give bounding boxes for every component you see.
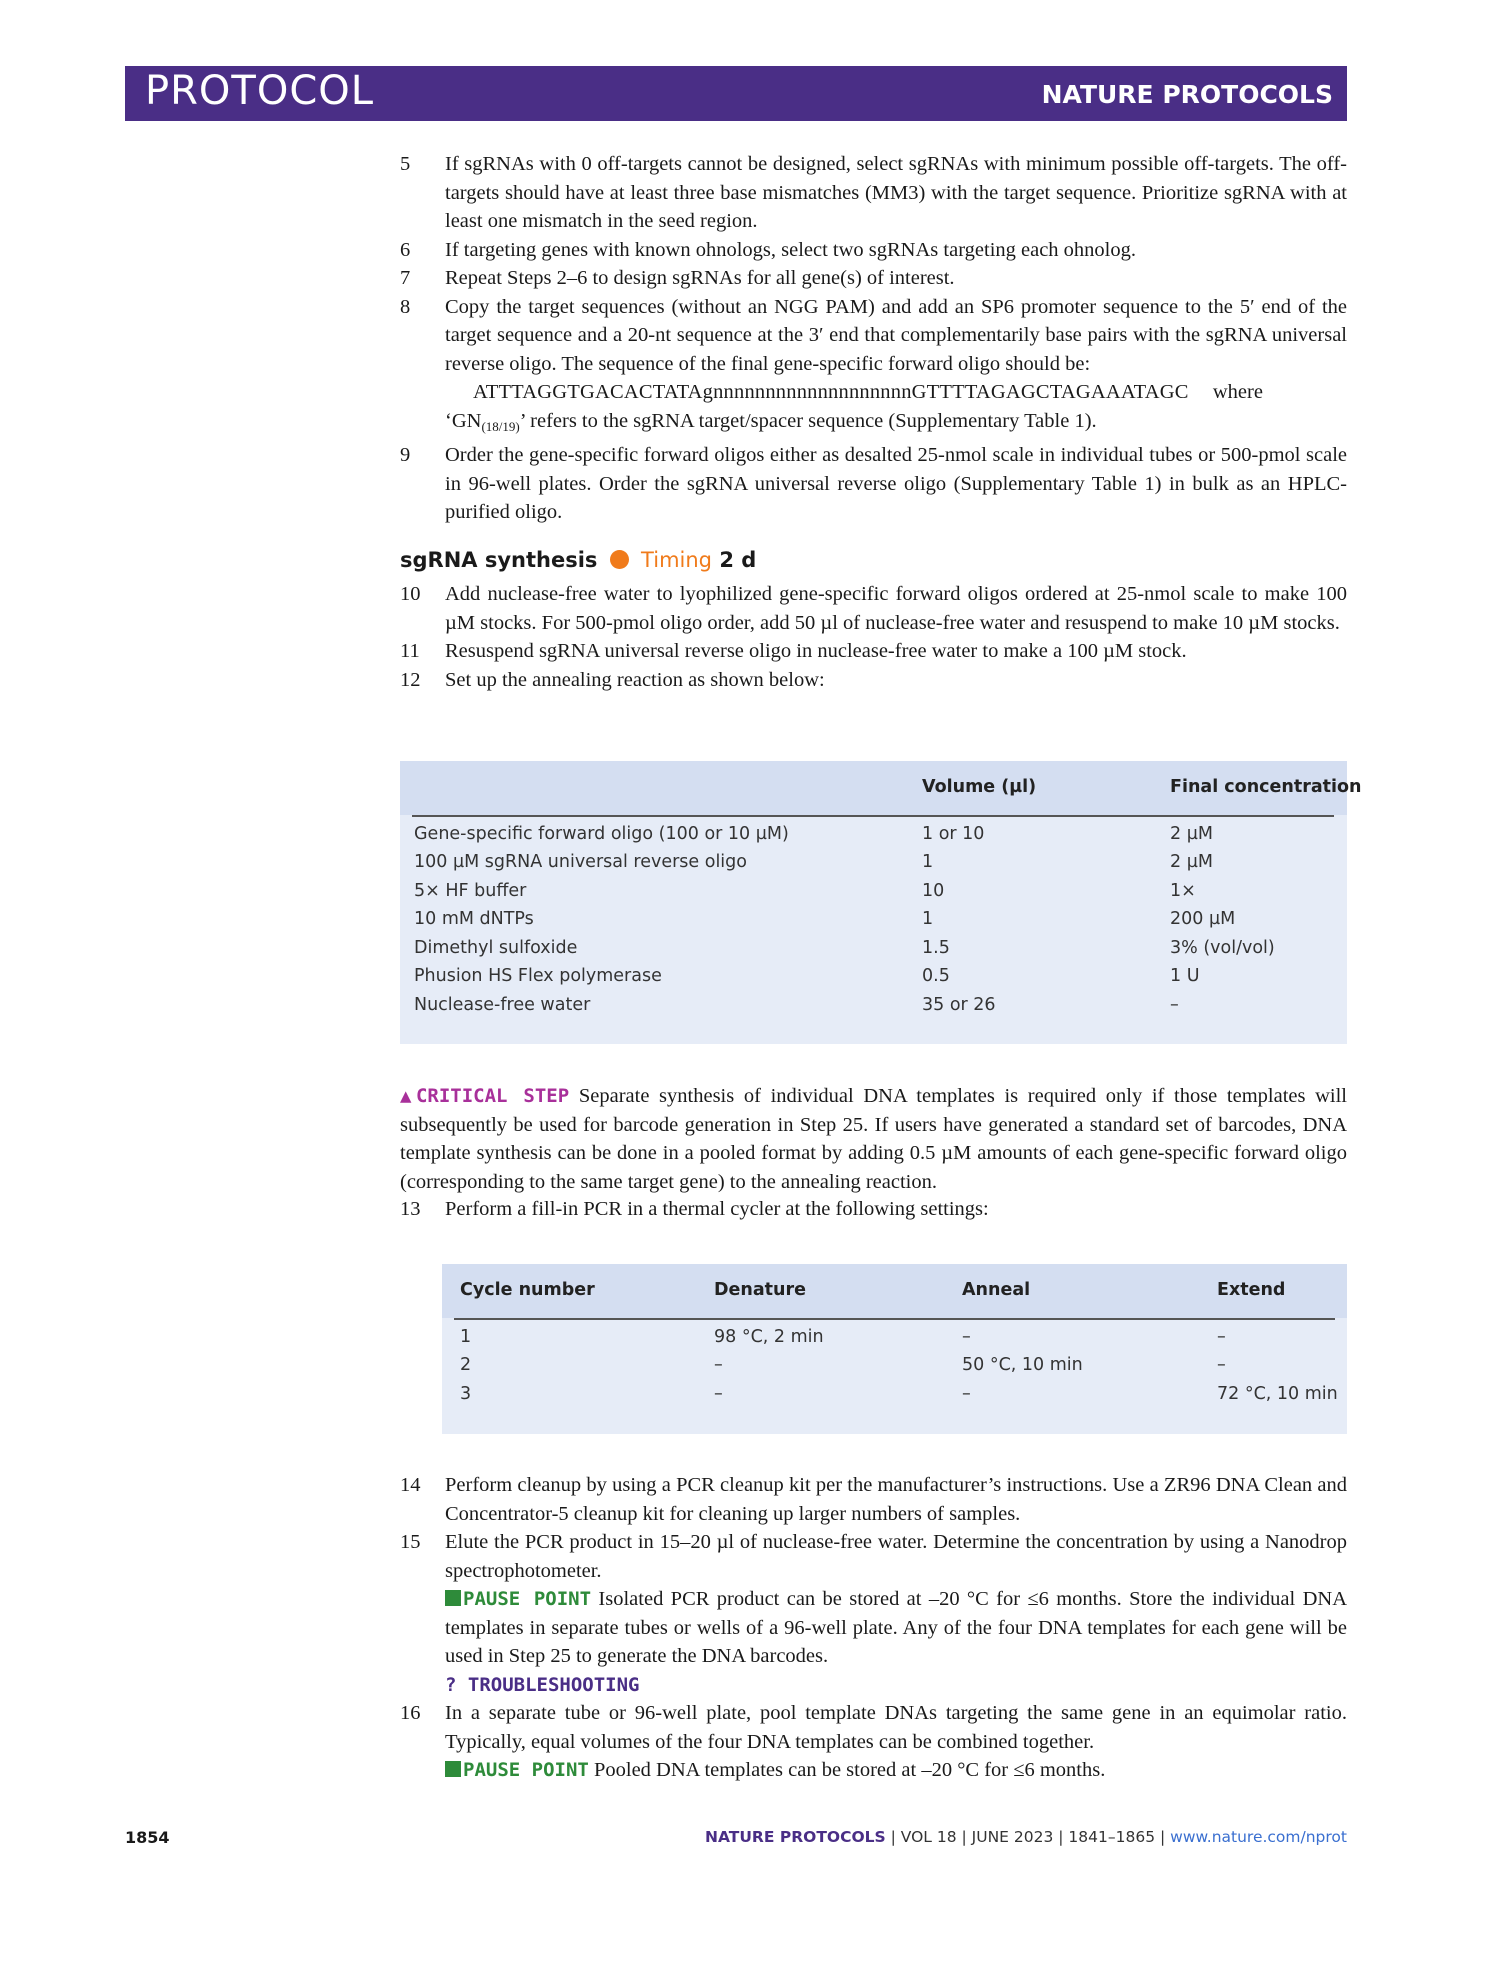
- table-cell: 1 U: [1170, 966, 1200, 986]
- step-text: Set up the annealing reaction as shown below:: [445, 668, 825, 691]
- table-cell: 10 mM dNTPs: [414, 909, 534, 929]
- table-cell: –: [1217, 1355, 1226, 1375]
- section-title-text: sgRNA synthesis: [400, 548, 598, 572]
- step-10: [400, 580, 1347, 637]
- table-cell: 1×: [1170, 881, 1196, 901]
- footer-pages: 1841–1865: [1068, 1828, 1156, 1846]
- step-number: 16: [400, 1702, 421, 1724]
- table-cell: 98 °C, 2 min: [714, 1327, 824, 1347]
- step-number: 12: [400, 668, 421, 691]
- column-header: Extend: [1217, 1280, 1286, 1300]
- table-cell: 3: [460, 1384, 472, 1404]
- step-number: 9: [400, 444, 411, 466]
- step-14: [400, 1471, 1347, 1528]
- table-cell: 35 or 26: [922, 995, 996, 1015]
- step-text: If sgRNAs with 0 off-targets cannot be designed, select sgRNAs with minimum possible off-targets. The off-targets should have at least three base mismatches (MM3) with the target sequence. Prioritize sgRNA with at least one mismatch in the seed region.: [445, 153, 1347, 232]
- table-row: [400, 881, 1347, 909]
- steps-mid: [400, 580, 1347, 694]
- pcr-cycle-table: [442, 1264, 1347, 1434]
- pause-point: [445, 1585, 1347, 1671]
- step-number: 8: [400, 295, 411, 318]
- step-9: [400, 441, 1347, 527]
- oligo-sequence: ATTTAGGTGACACTATAgnnnnnnnnnnnnnnnnnnnGTTTTAGAGCTAGAAATAGC: [473, 381, 1189, 403]
- table-row: [400, 995, 1347, 1023]
- step-6: [400, 236, 1347, 265]
- table-row: [442, 1355, 1347, 1383]
- separator: |: [885, 1828, 901, 1846]
- step-number: 11: [400, 640, 420, 662]
- table-cell: 3% (vol/vol): [1170, 938, 1275, 958]
- header-banner: [125, 66, 1347, 121]
- gn-prefix: ‘GN: [445, 409, 482, 432]
- table-cell: Gene-specific forward oligo (100 or 10 µM): [414, 824, 789, 844]
- oligo-sequence-line: [445, 378, 1347, 407]
- column-header: Cycle number: [460, 1280, 595, 1300]
- timing-dot-icon: [610, 550, 629, 569]
- critical-step-text: Separate synthesis of individual DNA templates is required only if those templates will subsequently be used for barcode generation in Step 25. If users have generated a standard set of barcodes, DNA template synthesis can be done in a pooled format by adding 0.5 µM amounts of each gene-specific forward oligo (corresponding to the same target gene) to the annealing reaction.: [400, 1085, 1348, 1193]
- step-13: [400, 1195, 1347, 1224]
- pause-point-label: PAUSE POINT: [463, 1759, 589, 1781]
- step-number: 13: [400, 1198, 421, 1220]
- table-cell: 1: [460, 1327, 472, 1347]
- table-cell: Nuclease-free water: [414, 995, 591, 1015]
- table-row: [442, 1384, 1347, 1412]
- table-cell: 2: [460, 1355, 472, 1375]
- table-cell: 1: [922, 852, 934, 872]
- step-7: [400, 264, 1347, 293]
- separator: |: [1053, 1828, 1069, 1846]
- table-cell: Phusion HS Flex polymerase: [414, 966, 662, 986]
- footer-citation: [705, 1828, 1347, 1846]
- critical-step-label: ▲CRITICAL STEP: [400, 1085, 570, 1107]
- step-5: [400, 150, 1347, 236]
- step-text: Perform cleanup by using a PCR cleanup kit per the manufacturer’s instructions. Use a ZR96 DNA Clean and Concentrator-5 cleanup kit for cleaning up larger numbers of samples.: [445, 1474, 1347, 1525]
- gn-subscript: (18/19): [481, 418, 520, 434]
- pause-point-text: Pooled DNA templates can be stored at –20 °C for ≤6 months.: [593, 1759, 1106, 1781]
- table-cell: –: [714, 1384, 723, 1404]
- table-rule: [454, 1318, 1335, 1320]
- pause-square-icon: [445, 1590, 461, 1606]
- table-header: [400, 761, 1362, 815]
- steps-top: [400, 150, 1347, 527]
- table-row: [400, 966, 1347, 994]
- timing-value: 2 d: [719, 548, 757, 572]
- annealing-table: [400, 761, 1362, 1044]
- step-text: Repeat Steps 2–6 to design sgRNAs for all gene(s) of interest.: [445, 267, 955, 289]
- table-row: [400, 909, 1347, 937]
- where-word: where: [1212, 381, 1263, 403]
- table-cell: –: [962, 1384, 971, 1404]
- page-number: 1854: [125, 1828, 170, 1847]
- step-number: 6: [400, 238, 411, 261]
- step-text: Copy the target sequences (without an NGG PAM) and add an SP6 promoter sequence to the 5′ end of the target sequence and a 20-nt sequence at the 3′ end that complementarily base pairs with the sgRNA universal reverse oligo. The sequence of the final gene-specific forward oligo should be:: [445, 295, 1347, 375]
- table-cell: –: [962, 1327, 971, 1347]
- step-text: Order the gene-specific forward oligos either as desalted 25-nmol scale in individual tubes or 500-pmol scale in 96-well plates. Order the sgRNA universal reverse oligo (Supplementary Table 1) in bulk as an HPLC-purified oligo.: [445, 444, 1347, 523]
- step-11: [400, 637, 1347, 666]
- table-cell: –: [1217, 1327, 1226, 1347]
- gn-suffix: ’ refers to the sgRNA target/spacer sequence (Supplementary Table 1).: [519, 409, 1097, 432]
- table-cell: 2 µM: [1170, 824, 1213, 844]
- column-header: Volume (µl): [922, 777, 1037, 797]
- step-text: Perform a fill-in PCR in a thermal cycler at the following settings:: [445, 1198, 989, 1220]
- timing-label: Timing: [641, 548, 712, 572]
- step-text: In a separate tube or 96-well plate, pool template DNAs targeting the same gene in an equimolar ratio. Typically, equal volumes of the four DNA templates can be combined together.: [445, 1702, 1347, 1753]
- pause-point-label: PAUSE POINT: [463, 1588, 592, 1610]
- table-cell: –: [714, 1355, 723, 1375]
- table-cell: 10: [922, 881, 945, 901]
- steps-bottom: [400, 1471, 1347, 1785]
- pause-point-text: Isolated PCR product can be stored at –20 °C for ≤6 months. Store the individual DNA templates in separate tubes or wells of a 96-well plate. Any of the four DNA templates for each gene will be used in Step 25 to generate the DNA barcodes.: [445, 1588, 1347, 1667]
- table-cell: 1 or 10: [922, 824, 985, 844]
- separator: |: [1155, 1828, 1171, 1846]
- table-row: [400, 852, 1347, 880]
- table-rule: [412, 815, 1334, 817]
- column-header: Denature: [714, 1280, 806, 1300]
- section-label: PROTOCOL: [145, 68, 375, 114]
- footer-date: JUNE 2023: [971, 1828, 1054, 1846]
- footer-url-link[interactable]: www.nature.com/nprot: [1170, 1828, 1347, 1846]
- separator: |: [956, 1828, 972, 1846]
- table-row: [400, 938, 1347, 966]
- table-cell: –: [1170, 995, 1179, 1015]
- table-cell: 2 µM: [1170, 852, 1213, 872]
- column-header: Final concentration: [1170, 777, 1362, 797]
- pause-square-icon: [445, 1761, 461, 1777]
- table-cell: 1.5: [922, 938, 950, 958]
- step-8: [400, 293, 1347, 442]
- critical-step: [400, 1082, 1347, 1196]
- troubleshooting-link[interactable]: ? TROUBLESHOOTING: [445, 1673, 640, 1696]
- table-cell: 72 °C, 10 min: [1217, 1384, 1338, 1404]
- step-number: 10: [400, 583, 421, 605]
- step-text: Elute the PCR product in 15–20 µl of nuclease-free water. Determine the concentration by using a Nanodrop spectrophotometer.: [445, 1531, 1347, 1582]
- step-text: Resuspend sgRNA universal reverse oligo in nuclease-free water to make a 100 µM stock.: [445, 640, 1187, 662]
- step-text: If targeting genes with known ohnologs, select two sgRNAs targeting each ohnolog.: [445, 238, 1137, 261]
- table-cell: Dimethyl sulfoxide: [414, 938, 578, 958]
- table-cell: 200 µM: [1170, 909, 1236, 929]
- column-header: Anneal: [962, 1280, 1031, 1300]
- step-16: [400, 1699, 1347, 1785]
- table-row: [442, 1327, 1347, 1355]
- step-number: 7: [400, 267, 411, 289]
- table-cell: 5× HF buffer: [414, 881, 527, 901]
- step-13-block: [400, 1195, 1347, 1224]
- pause-point: [445, 1756, 1347, 1785]
- table-cell: 0.5: [922, 966, 950, 986]
- table-header: [442, 1264, 1347, 1318]
- step-15: [400, 1528, 1347, 1699]
- table-cell: 50 °C, 10 min: [962, 1355, 1083, 1375]
- step-text: Add nuclease-free water to lyophilized gene-specific forward oligos ordered at 25-nmol scale to make 100 µM stocks. For 500-pmol oligo order, add 50 µl of nuclease-free water and resuspend to make 10 µM stocks.: [445, 583, 1347, 634]
- step-number: 15: [400, 1531, 421, 1553]
- table-row: [400, 824, 1347, 852]
- journal-name: NATURE PROTOCOLS: [1041, 80, 1333, 109]
- footer-journal: NATURE PROTOCOLS: [705, 1828, 886, 1846]
- table-cell: 100 µM sgRNA universal reverse oligo: [414, 852, 747, 872]
- footer-volume: VOL 18: [900, 1828, 957, 1846]
- table-cell: 1: [922, 909, 934, 929]
- section-title: [400, 548, 756, 572]
- gn-explanation: [445, 407, 1347, 442]
- step-number: 14: [400, 1474, 421, 1496]
- step-12: [400, 666, 1347, 695]
- step-number: 5: [400, 153, 411, 175]
